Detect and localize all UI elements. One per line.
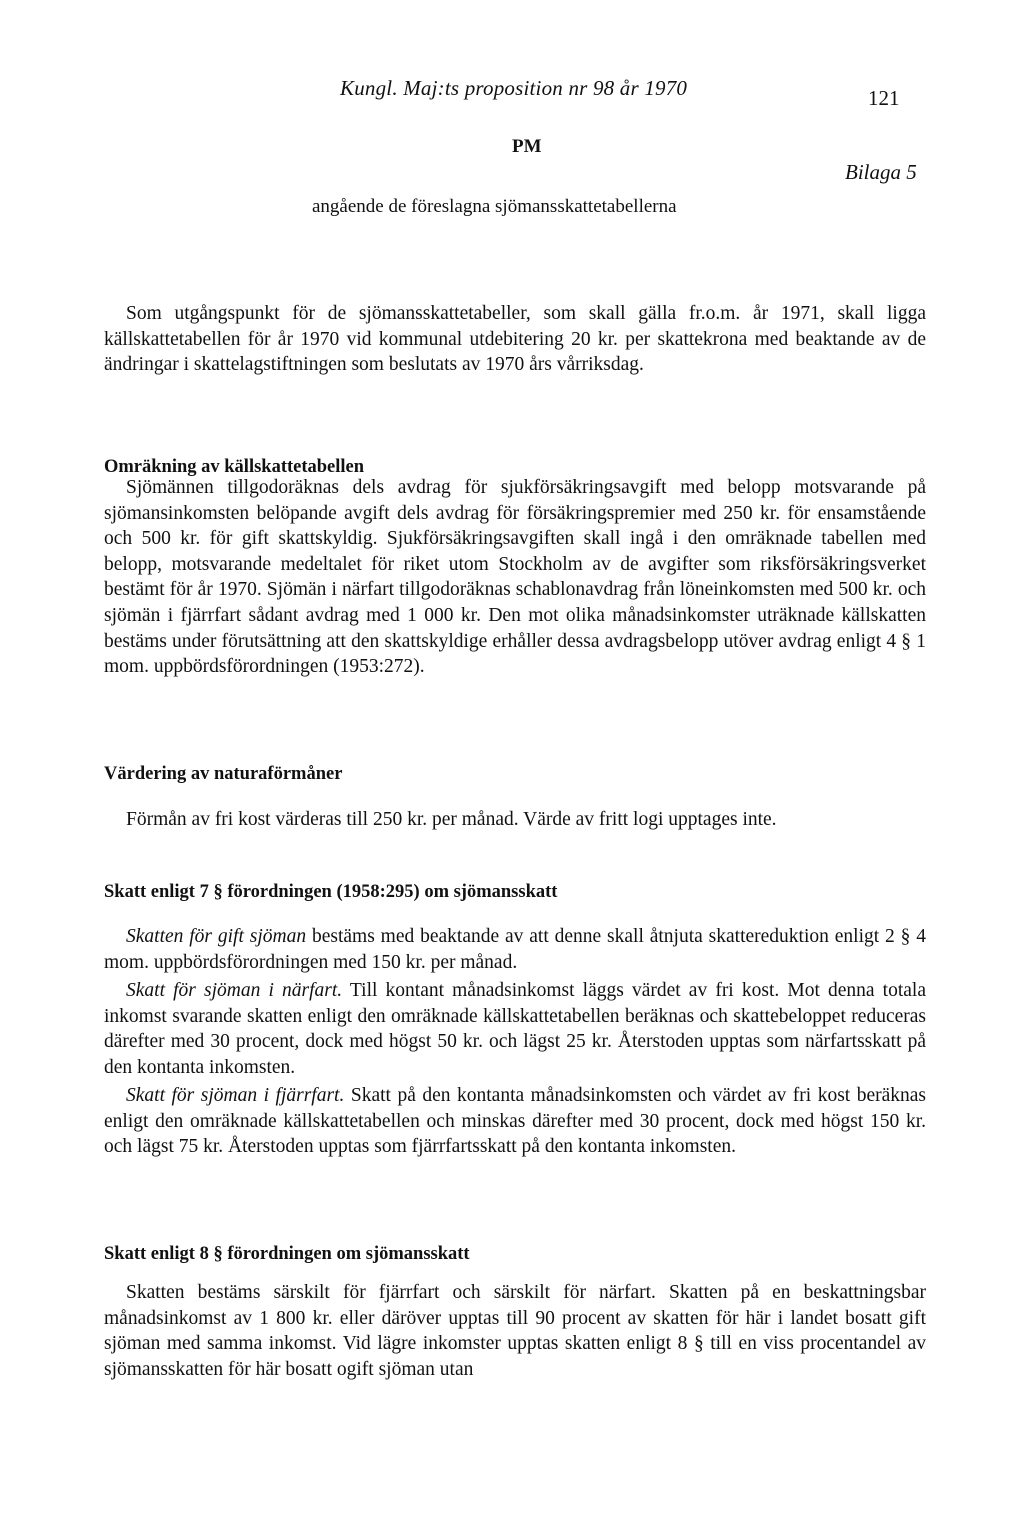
fjarrfart-text: Skatt på den kontanta månadsinkomsten och värdet av fri kost beräknas enligt den omräknade källskattetabellen och minskas därefter med 30 procent, dock med högst 150 kr. och lägst 75 kr. Återstoden upptas som fjärrfartsskatt på den kontanta inkomsten. <box>104 1085 926 1158</box>
vardering-paragraph: Förmån av fri kost värderas till 250 kr. per månad. Värde av fritt logi upptages inte. <box>126 809 777 830</box>
fjarrfart-term: Skatt för sjöman i fjärrfart. <box>126 1085 345 1106</box>
intro-paragraph: Som utgångspunkt för de sjömansskattetabeller, som skall gälla fr.o.m. år 1971, skall ligga källskattetabellen för år 1970 vid kommunal utdebitering 20 kr. per skattekrona med beaktande av de ändringar i skattelagstiftningen som beslutats av 1970 års vårriksdag. <box>104 303 926 376</box>
running-title: Kungl. Maj:ts proposition nr 98 år 1970 <box>340 76 688 100</box>
omrakning-paragraph: Sjömännen tillgodoräknas dels avdrag för sjukförsäkringsavgift med belopp motsvarande på sjömansinkomsten belöpande avgift dels avdrag för försäkringspremier med 250 kr. för ensamstående och 500 kr. för gift skattskyldig. Sjukförsäkringsavgiften skall ingå i den omräknade tabellen med belopp, motsvarande medeltalet för riket utom Stockholm av de avgifter som riksförsäkringsverket bestämt för år 1970. Sjömän i närfart tillgodoräknas schablonavdrag från löneinkomsten med 500 kr. och sjömän i fjärrfart sådant avdrag med 1 000 kr. Den mot olika månadsinkomster uträknade källskatten bestäms under förutsättning att den skattskyldige erhåller dessa avdragsbelopp utöver avdrag enligt 4 § 1 mom. uppbördsförordningen (1953:272). <box>104 477 926 678</box>
section-heading-skatt-7: Skatt enligt 7 § förordningen (1958:295) om sjömansskatt <box>104 882 558 902</box>
gift-sjoman-term: Skatten för gift sjöman <box>126 926 307 947</box>
pm-label: PM <box>512 136 542 157</box>
gift-sjoman-text: bestäms med beaktande av att denne skall åtnjuta skattereduktion enligt 2 § 4 mom. uppbördsförordningen med 150 kr. per månad. <box>104 926 926 973</box>
skatt-8-paragraph: Skatten bestäms särskilt för fjärrfart och särskilt för närfart. Skatten på en beskattningsbar månadsinkomst av 1 800 kr. eller däröver upptas till 90 procent av skatten för här i landet bosatt gift sjöman med samma inkomst. Vid lägre inkomster upptas skatten enligt 8 § till en viss procentandel av sjömansskatten för här bosatt ogift sjöman utan <box>104 1282 926 1380</box>
narfart-term: Skatt för sjöman i närfart. <box>126 980 343 1001</box>
section-heading-skatt-8: Skatt enligt 8 § förordningen om sjömansskatt <box>104 1244 470 1264</box>
gift-sjoman-paragraph <box>104 924 926 975</box>
narfart-paragraph <box>104 978 926 1080</box>
section-heading-omrakning: Omräkning av källskattetabellen <box>104 457 365 477</box>
document-subtitle: angående de föreslagna sjömansskattetabellerna <box>312 196 677 217</box>
section-heading-vardering: Värdering av naturaförmåner <box>104 764 343 784</box>
page-number: 121 <box>868 86 900 110</box>
fjarrfart-paragraph <box>104 1083 926 1160</box>
appendix-label: Bilaga 5 <box>845 160 917 184</box>
narfart-text: Till kontant månadsinkomst läggs värdet av fri kost. Mot denna totala inkomst svarande skatten enligt den omräknade källskattetabellen beräknas och skattebeloppet reduceras därefter med 30 procent, dock med högst 50 kr. och lägst 25 kr. Återstoden upptas som närfartsskatt på den kontanta inkomsten. <box>104 980 926 1078</box>
